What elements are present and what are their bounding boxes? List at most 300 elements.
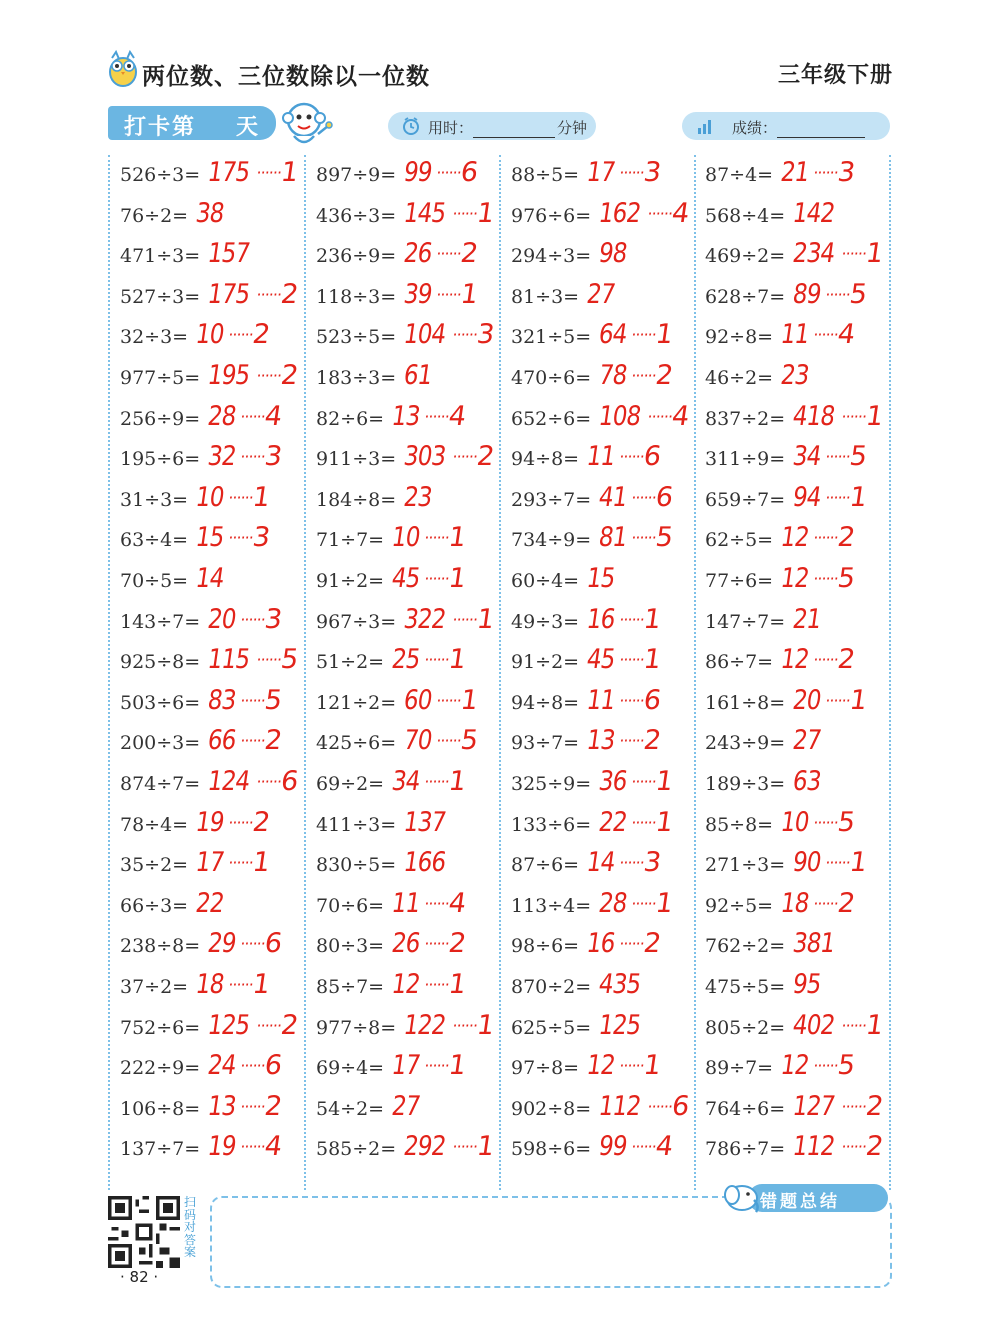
answer-handwritten <box>390 969 467 1000</box>
problem-item <box>705 481 885 525</box>
answer-quotient: 127 <box>790 1090 837 1122</box>
answer-remainder: 1 <box>641 644 663 676</box>
answer-quotient: 195 <box>205 360 252 391</box>
answer-quotient: 17 <box>584 157 617 188</box>
remainder-dots: ······ <box>840 1096 868 1116</box>
problem-equation: 527÷3= <box>120 285 201 308</box>
answer-quotient: 61 <box>401 360 434 391</box>
error-summary-tab <box>718 1184 888 1212</box>
problem-item <box>120 319 300 362</box>
answer-quotient: 115 <box>205 644 252 676</box>
answer-handwritten <box>791 441 868 472</box>
problem-item <box>511 319 691 362</box>
answer-quotient: 10 <box>389 522 422 554</box>
answer-remainder: 3 <box>474 319 496 351</box>
problem-equation: 113÷4= <box>511 894 592 917</box>
answer-quotient: 94 <box>790 481 823 513</box>
remainder-dots: ······ <box>255 163 283 182</box>
remainder-dots: ······ <box>840 1137 868 1157</box>
score-input-line[interactable] <box>777 121 865 138</box>
answer-quotient: 21 <box>790 603 823 635</box>
remainder-dots: ······ <box>451 325 479 345</box>
answer-handwritten <box>779 319 856 350</box>
problem-equation: 32÷3= <box>120 326 189 349</box>
problem-equation: 77÷6= <box>705 570 774 592</box>
answer-remainder: 2 <box>458 238 480 270</box>
answer-handwritten <box>390 1091 427 1122</box>
answer-quotient: 234 <box>790 238 837 270</box>
answer-quotient: 435 <box>596 969 643 1000</box>
remainder-dots: ······ <box>646 203 674 223</box>
problem-equation: 625÷5= <box>511 1016 592 1039</box>
answer-quotient: 95 <box>790 969 823 1000</box>
answer-remainder: 2 <box>278 360 300 391</box>
answer-quotient: 23 <box>401 481 434 513</box>
answer-handwritten <box>791 685 868 716</box>
remainder-dots: ······ <box>618 853 646 873</box>
answer-quotient: 122 <box>401 1009 448 1041</box>
answer-handwritten <box>585 847 662 878</box>
problem-equation: 897÷9= <box>316 164 397 186</box>
answer-handwritten <box>206 604 283 635</box>
answer-handwritten <box>402 847 455 878</box>
answer-quotient: 25 <box>389 644 422 676</box>
checkin-banner <box>108 106 276 140</box>
problem-equation: 585÷2= <box>316 1138 397 1161</box>
problem-item <box>511 928 691 971</box>
problem-item <box>120 969 300 1012</box>
problem-equation: 977÷8= <box>316 1016 397 1039</box>
remainder-dots: ······ <box>630 487 658 507</box>
answer-handwritten <box>402 1131 496 1162</box>
problem-equation: 147÷7= <box>705 610 786 633</box>
problem-item <box>511 1131 691 1174</box>
time-unit: 分钟 <box>557 119 588 137</box>
problem-item <box>316 684 496 728</box>
problem-equation: 49÷3= <box>511 610 580 633</box>
answer-quotient: 21 <box>778 157 811 188</box>
answer-handwritten <box>791 1010 885 1041</box>
answer-handwritten <box>206 1050 283 1081</box>
answer-handwritten <box>194 847 271 878</box>
problem-equation: 734÷9= <box>511 529 592 552</box>
answer-quotient: 11 <box>778 319 811 351</box>
answer-remainder: 2 <box>278 278 300 310</box>
answer-handwritten <box>194 969 271 1000</box>
answer-quotient: 112 <box>596 1090 643 1122</box>
answer-handwritten <box>597 360 674 391</box>
problem-equation: 118÷3= <box>316 285 397 308</box>
answer-remainder: 1 <box>458 278 480 310</box>
answer-remainder: 4 <box>835 319 857 351</box>
remainder-dots: ······ <box>451 447 479 467</box>
remainder-dots: ······ <box>227 528 255 548</box>
remainder-dots: ······ <box>812 1056 840 1076</box>
problem-equation: 568÷4= <box>705 204 786 227</box>
problem-item <box>511 847 691 890</box>
problem-equation: 86÷7= <box>705 651 774 674</box>
problem-item <box>705 847 885 890</box>
answer-handwritten <box>402 1010 496 1041</box>
problem-item <box>511 278 691 322</box>
problem-equation: 837÷2= <box>705 407 786 430</box>
problem-item <box>120 481 300 525</box>
problem-item <box>316 766 496 809</box>
answer-remainder: 1 <box>446 644 468 676</box>
answer-quotient: 15 <box>584 563 617 594</box>
answer-handwritten <box>402 482 439 513</box>
answer-remainder: 2 <box>835 644 857 676</box>
problem-item <box>120 157 300 200</box>
problem-equation: 786÷7= <box>705 1138 786 1161</box>
answer-remainder: 1 <box>653 806 675 838</box>
problem-equation: 874÷7= <box>120 773 201 795</box>
remainder-dots: ······ <box>618 731 646 751</box>
problem-item <box>705 1131 885 1174</box>
problem-item <box>316 1090 496 1134</box>
answer-handwritten <box>585 604 662 635</box>
problem-equation: 271÷3= <box>705 854 786 877</box>
problem-equation: 425÷6= <box>316 732 397 755</box>
problem-equation: 143÷7= <box>120 610 201 633</box>
answer-remainder: 1 <box>446 522 468 554</box>
answer-handwritten <box>597 401 691 432</box>
problem-item <box>120 238 300 281</box>
answer-quotient: 99 <box>401 157 434 188</box>
problem-equation: 70÷5= <box>120 570 189 592</box>
problem-equation: 92÷5= <box>705 894 774 917</box>
remainder-dots: ······ <box>618 163 646 182</box>
qr-caption: 扫码对答案 <box>184 1195 197 1259</box>
answer-handwritten <box>585 279 622 310</box>
answer-remainder: 4 <box>262 400 284 432</box>
problem-equation: 137÷7= <box>120 1138 201 1161</box>
problem-equation: 911÷3= <box>316 448 397 471</box>
answer-handwritten <box>390 563 467 594</box>
problem-item <box>511 887 691 931</box>
answer-remainder: 5 <box>835 806 857 838</box>
answer-remainder: 2 <box>863 1090 885 1122</box>
answer-quotient: 18 <box>193 969 226 1000</box>
answer-quotient: 402 <box>790 1009 837 1041</box>
answer-remainder: 2 <box>835 887 857 919</box>
answer-quotient: 22 <box>193 887 226 919</box>
problem-equation: 98÷6= <box>511 935 580 958</box>
answer-quotient: 39 <box>401 278 434 310</box>
problem-item <box>511 684 691 728</box>
answer-remainder: 1 <box>446 563 468 594</box>
problem-equation: 54÷2= <box>316 1097 385 1120</box>
problem-equation: 46÷2= <box>705 367 774 389</box>
answer-quotient: 36 <box>596 766 629 797</box>
answer-quotient: 66 <box>205 725 238 757</box>
problem-item <box>120 1050 300 1093</box>
remainder-dots: ······ <box>618 609 646 629</box>
problem-equation: 752÷6= <box>120 1016 201 1039</box>
bar-chart-icon <box>696 117 714 135</box>
answer-quotient: 60 <box>401 684 434 716</box>
answer-quotient: 145 <box>401 197 448 229</box>
problem-equation: 94÷8= <box>511 691 580 714</box>
remainder-dots: ······ <box>451 1137 479 1157</box>
answer-remainder: 2 <box>262 725 284 757</box>
problem-equation: 60÷4= <box>511 570 580 592</box>
problem-equation: 628÷7= <box>705 285 786 308</box>
problem-item <box>511 197 691 241</box>
problem-equation: 69÷2= <box>316 773 385 795</box>
problem-item <box>316 481 496 525</box>
problem-item <box>705 1050 885 1093</box>
worksheet-title: 两位数、三位数除以一位数 <box>142 64 430 90</box>
column-divider <box>304 155 306 1190</box>
answer-quotient: 83 <box>205 684 238 716</box>
answer-handwritten <box>779 644 856 675</box>
answer-handwritten <box>206 441 283 472</box>
problem-equation: 78÷4= <box>120 813 189 836</box>
answer-handwritten <box>791 401 885 432</box>
answer-remainder: 1 <box>847 684 869 716</box>
remainder-dots: ······ <box>812 893 840 913</box>
answer-remainder: 2 <box>278 1009 300 1041</box>
answer-remainder: 3 <box>262 441 284 473</box>
problem-equation: 293÷7= <box>511 488 592 511</box>
problem-item <box>120 563 300 606</box>
answer-quotient: 17 <box>389 1050 422 1082</box>
remainder-dots: ······ <box>423 975 451 994</box>
owl-mascot-icon <box>106 48 140 88</box>
problem-item <box>120 441 300 484</box>
answer-quotient: 11 <box>389 887 422 919</box>
answer-remainder: 1 <box>474 197 496 229</box>
problem-equation: 106÷8= <box>120 1097 201 1120</box>
answer-quotient: 45 <box>389 563 422 594</box>
answer-remainder: 3 <box>641 157 663 188</box>
answer-quotient: 64 <box>596 319 629 351</box>
answer-remainder: 2 <box>641 928 663 960</box>
problem-item <box>120 1009 300 1053</box>
answer-handwritten <box>390 401 467 432</box>
remainder-dots: ······ <box>239 690 267 710</box>
problem-equation: 82÷6= <box>316 407 385 430</box>
problem-equation: 63÷4= <box>120 529 189 552</box>
answer-quotient: 162 <box>596 197 643 229</box>
problem-equation: 80÷3= <box>316 935 385 958</box>
answer-handwritten <box>390 522 467 553</box>
remainder-dots: ······ <box>840 244 868 264</box>
problem-equation: 236÷9= <box>316 245 397 268</box>
remainder-dots: ······ <box>618 1056 646 1076</box>
answer-quotient: 10 <box>193 481 226 513</box>
answer-quotient: 137 <box>401 806 448 838</box>
problem-item <box>705 400 885 444</box>
remainder-dots: ······ <box>227 325 255 345</box>
answer-handwritten <box>194 319 271 350</box>
answer-remainder: 1 <box>474 603 496 635</box>
problem-equation: 133÷6= <box>511 813 592 836</box>
remainder-dots: ······ <box>630 1137 658 1157</box>
problem-item <box>705 1009 885 1053</box>
problem-equation: 762÷2= <box>705 935 786 958</box>
answer-remainder: 5 <box>835 1050 857 1082</box>
answer-handwritten <box>585 441 662 472</box>
answer-quotient: 26 <box>389 928 422 960</box>
problem-item <box>316 1050 496 1093</box>
problem-item <box>511 725 691 768</box>
answer-remainder: 3 <box>641 847 663 879</box>
problem-item <box>316 238 496 281</box>
remainder-dots: ······ <box>630 893 658 913</box>
problem-item <box>705 766 885 809</box>
answer-handwritten <box>791 725 828 756</box>
problem-equation: 37÷2= <box>120 976 189 998</box>
answer-quotient: 124 <box>205 766 252 797</box>
problem-equation: 325÷9= <box>511 773 592 795</box>
problem-item <box>705 238 885 281</box>
problem-item <box>705 725 885 768</box>
remainder-dots: ······ <box>239 934 267 954</box>
answer-handwritten <box>779 360 816 391</box>
answer-handwritten <box>585 928 662 959</box>
answer-handwritten <box>390 644 467 675</box>
problem-item <box>316 969 496 1012</box>
answer-handwritten <box>597 1131 674 1162</box>
answer-remainder: 1 <box>446 766 468 797</box>
answer-handwritten <box>779 1050 856 1081</box>
answer-quotient: 27 <box>389 1090 422 1122</box>
answer-handwritten <box>402 807 455 838</box>
remainder-dots: ······ <box>239 1137 267 1157</box>
answer-handwritten <box>597 522 674 553</box>
monkey-mascot-icon <box>278 98 334 150</box>
problem-item <box>705 197 885 241</box>
problem-item <box>316 806 496 850</box>
problem-item <box>120 1131 300 1174</box>
answer-handwritten <box>194 888 231 919</box>
answer-remainder: 4 <box>446 887 468 919</box>
answer-quotient: 112 <box>790 1131 837 1163</box>
remainder-dots: ······ <box>824 487 852 507</box>
answer-quotient: 38 <box>193 197 226 229</box>
problem-item <box>705 319 885 362</box>
answer-handwritten <box>585 685 662 716</box>
answer-remainder: 6 <box>278 766 300 797</box>
answer-handwritten <box>791 238 885 269</box>
problem-item <box>705 278 885 322</box>
answer-handwritten <box>585 157 662 188</box>
problem-equation: 503÷6= <box>120 691 201 714</box>
answer-handwritten <box>390 888 467 919</box>
answer-quotient: 175 <box>205 157 252 188</box>
answer-remainder: 3 <box>250 522 272 554</box>
answer-quotient: 322 <box>401 603 448 635</box>
problem-item <box>316 644 496 687</box>
answer-handwritten <box>597 969 650 1000</box>
remainder-dots: ······ <box>630 366 658 385</box>
answer-handwritten <box>585 725 662 756</box>
problem-equation: 471÷3= <box>120 245 201 268</box>
answer-quotient: 14 <box>584 847 617 879</box>
column-divider <box>108 155 110 1190</box>
remainder-dots: ······ <box>255 284 283 304</box>
column-divider <box>694 155 696 1190</box>
answer-remainder: 3 <box>262 603 284 635</box>
answer-remainder: 1 <box>653 887 675 919</box>
answer-quotient: 16 <box>584 603 617 635</box>
answer-quotient: 13 <box>389 400 422 432</box>
remainder-dots: ······ <box>812 650 840 670</box>
answer-handwritten <box>791 1131 885 1162</box>
remainder-dots: ······ <box>618 690 646 710</box>
problem-equation: 925÷8= <box>120 651 201 674</box>
answer-remainder: 4 <box>446 400 468 432</box>
answer-remainder: 4 <box>669 197 691 229</box>
problem-equation: 321÷5= <box>511 326 592 349</box>
remainder-dots: ······ <box>255 1015 283 1035</box>
remainder-dots: ······ <box>239 609 267 629</box>
answer-handwritten <box>597 1091 691 1122</box>
answer-handwritten <box>402 157 479 188</box>
problem-item <box>705 603 885 647</box>
answer-quotient: 63 <box>790 766 823 797</box>
time-input-line[interactable] <box>473 121 555 138</box>
problem-item <box>120 197 300 241</box>
remainder-dots: ······ <box>227 812 255 832</box>
problem-equation: 87÷4= <box>705 164 774 186</box>
problem-equation: 526÷3= <box>120 164 201 186</box>
answer-handwritten <box>390 766 467 797</box>
answer-remainder: 2 <box>653 360 675 391</box>
answer-handwritten <box>194 563 231 594</box>
answer-remainder: 1 <box>446 969 468 1000</box>
answer-quotient: 98 <box>596 238 629 270</box>
answer-quotient: 18 <box>778 887 811 919</box>
answer-handwritten <box>779 522 856 553</box>
remainder-dots: ······ <box>812 325 840 345</box>
answer-remainder: 1 <box>641 603 663 635</box>
answer-handwritten <box>791 279 868 310</box>
answer-quotient: 16 <box>584 928 617 960</box>
answer-quotient: 12 <box>778 644 811 676</box>
answer-remainder: 5 <box>278 644 300 676</box>
problem-item <box>120 928 300 971</box>
answer-remainder: 1 <box>863 238 885 270</box>
remainder-dots: ······ <box>227 853 255 873</box>
problem-item <box>705 928 885 971</box>
answer-quotient: 90 <box>790 847 823 879</box>
answer-remainder: 1 <box>458 684 480 716</box>
answer-handwritten <box>779 807 856 838</box>
problem-item <box>705 360 885 403</box>
remainder-dots: ······ <box>812 528 840 548</box>
answer-remainder: 1 <box>474 1009 496 1041</box>
remainder-dots: ······ <box>227 487 255 507</box>
problem-item <box>511 157 691 200</box>
answer-remainder: 1 <box>847 847 869 879</box>
problem-equation: 200÷3= <box>120 732 201 755</box>
remainder-dots: ······ <box>824 284 852 304</box>
answer-handwritten <box>206 766 300 797</box>
answer-quotient: 12 <box>778 563 811 594</box>
remainder-dots: ······ <box>423 406 451 426</box>
qr-code-icon[interactable] <box>108 1196 180 1268</box>
problem-item <box>120 603 300 647</box>
answer-handwritten <box>597 238 634 269</box>
problem-equation: 189÷3= <box>705 773 786 795</box>
answer-quotient: 142 <box>790 197 837 229</box>
problem-item <box>511 644 691 687</box>
answer-handwritten <box>791 1091 885 1122</box>
answer-handwritten <box>402 604 496 635</box>
